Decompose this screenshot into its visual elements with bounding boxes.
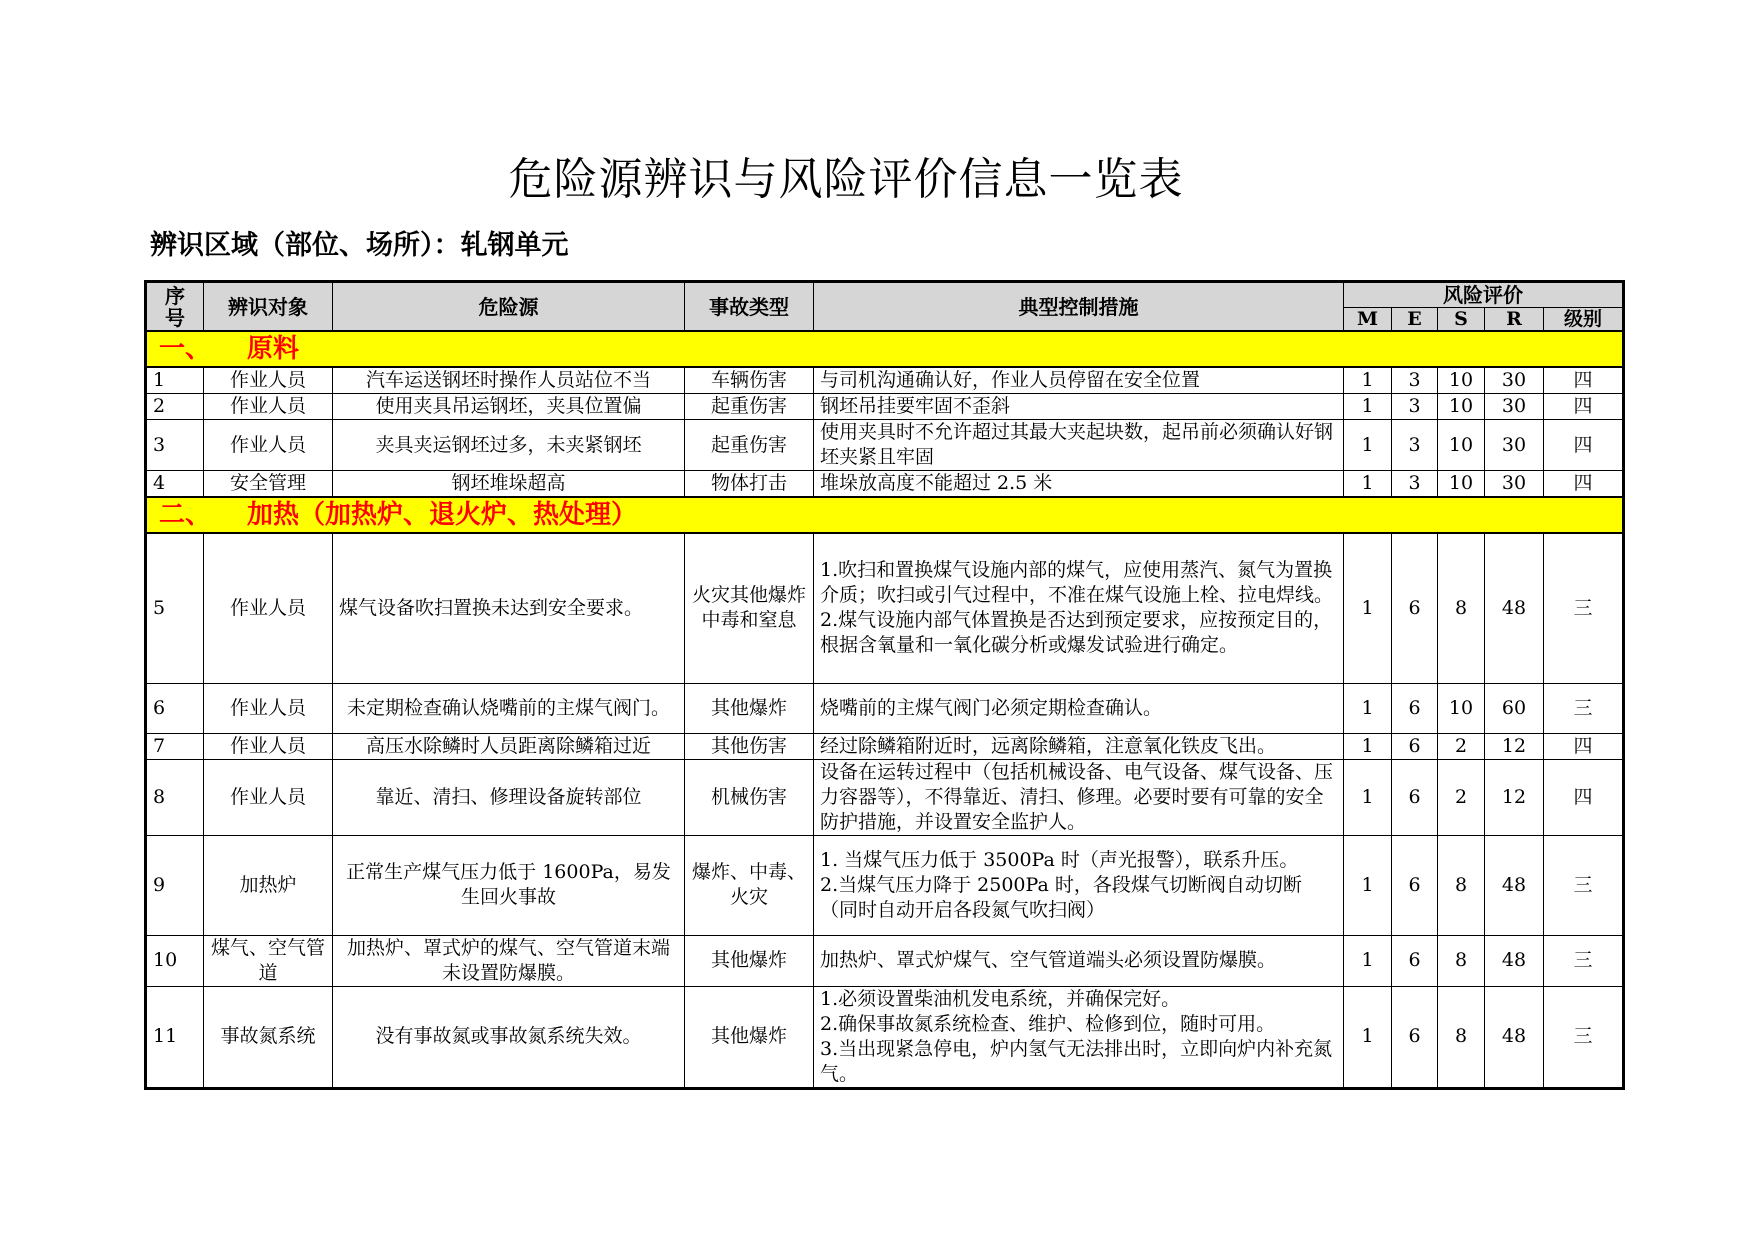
header-s: S (1438, 308, 1485, 332)
cell-measures: 设备在运转过程中（包括机械设备、电气设备、煤气设备、压力容器等），不得靠近、清扫、修理。必要时要有可靠的安全防护措施，并设置安全监护人。 (814, 759, 1344, 835)
cell-e: 6 (1392, 835, 1438, 935)
cell-target: 作业人员 (204, 683, 333, 733)
cell-seq: 6 (146, 683, 204, 733)
cell-r: 30 (1485, 471, 1544, 498)
cell-e: 6 (1392, 733, 1438, 759)
header-target: 辨识对象 (204, 282, 333, 332)
cell-hazard: 钢坯堆垛超高 (333, 471, 685, 498)
cell-r: 30 (1485, 367, 1544, 394)
cell-m: 1 (1344, 759, 1392, 835)
cell-measures: 与司机沟通确认好，作业人员停留在安全位置 (814, 367, 1344, 394)
cell-measures: 经过除鳞箱附近时，远离除鳞箱，注意氧化铁皮飞出。 (814, 733, 1344, 759)
header-hazard: 危险源 (333, 282, 685, 332)
cell-s: 10 (1438, 367, 1485, 394)
cell-accident-type: 起重伤害 (685, 394, 814, 420)
cell-hazard: 未定期检查确认烧嘴前的主煤气阀门。 (333, 683, 685, 733)
cell-s: 8 (1438, 986, 1485, 1088)
table-row (146, 733, 1624, 759)
cell-level: 四 (1544, 733, 1624, 759)
section-title: 加热（加热炉、退火炉、热处理） (247, 500, 638, 530)
cell-e: 3 (1392, 420, 1438, 471)
cell-hazard: 靠近、清扫、修理设备旋转部位 (333, 759, 685, 835)
cell-level: 三 (1544, 935, 1624, 986)
cell-measures: 钢坯吊挂要牢固不歪斜 (814, 394, 1344, 420)
cell-s: 10 (1438, 683, 1485, 733)
cell-m: 1 (1344, 533, 1392, 683)
cell-r: 48 (1485, 986, 1544, 1088)
cell-hazard: 加热炉、罩式炉的煤气、空气管道末端未设置防爆膜。 (333, 935, 685, 986)
cell-level: 四 (1544, 759, 1624, 835)
cell-r: 48 (1485, 533, 1544, 683)
cell-target: 作业人员 (204, 533, 333, 683)
cell-hazard: 没有事故氮或事故氮系统失效。 (333, 986, 685, 1088)
cell-m: 1 (1344, 420, 1392, 471)
cell-accident-type: 车辆伤害 (685, 367, 814, 394)
cell-seq: 9 (146, 835, 204, 935)
header-accident-type: 事故类型 (685, 282, 814, 332)
header-risk-evaluation: 风险评价 (1344, 282, 1624, 308)
cell-accident-type: 起重伤害 (685, 420, 814, 471)
table-row (146, 471, 1624, 498)
header-row (146, 282, 1624, 308)
cell-measures: 1. 当煤气压力低于 3500Pa 时（声光报警），联系升压。 2.当煤气压力降于 2500Pa 时，各段煤气切断阀自动切断（同时自动开启各段氮气吹扫阀） (814, 835, 1344, 935)
cell-s: 8 (1438, 835, 1485, 935)
cell-level: 四 (1544, 471, 1624, 498)
section-number: 二、 (159, 500, 212, 530)
table-row (146, 533, 1624, 683)
cell-measures: 加热炉、罩式炉煤气、空气管道端头必须设置防爆膜。 (814, 935, 1344, 986)
table-row (146, 683, 1624, 733)
section-header (146, 497, 1624, 533)
cell-hazard: 煤气设备吹扫置换未达到安全要求。 (333, 533, 685, 683)
cell-s: 2 (1438, 759, 1485, 835)
cell-accident-type: 其他爆炸 (685, 986, 814, 1088)
cell-m: 1 (1344, 733, 1392, 759)
cell-m: 1 (1344, 835, 1392, 935)
table-row (146, 986, 1624, 1088)
table-row (146, 935, 1624, 986)
header-seq: 序号 (146, 282, 204, 332)
cell-m: 1 (1344, 683, 1392, 733)
cell-target: 作业人员 (204, 733, 333, 759)
cell-level: 四 (1544, 420, 1624, 471)
cell-accident-type: 其他伤害 (685, 733, 814, 759)
cell-target: 作业人员 (204, 367, 333, 394)
cell-accident-type: 其他爆炸 (685, 935, 814, 986)
header-r: R (1485, 308, 1544, 332)
cell-hazard: 使用夹具吊运钢坯，夹具位置偏 (333, 394, 685, 420)
table-row (146, 394, 1624, 420)
section-number: 一、 (159, 334, 212, 364)
cell-accident-type: 爆炸、中毒、火灾 (685, 835, 814, 935)
cell-m: 1 (1344, 394, 1392, 420)
cell-m: 1 (1344, 471, 1392, 498)
cell-e: 6 (1392, 533, 1438, 683)
cell-target: 加热炉 (204, 835, 333, 935)
cell-r: 60 (1485, 683, 1544, 733)
cell-hazard: 正常生产煤气压力低于 1600Pa，易发生回火事故 (333, 835, 685, 935)
cell-s: 10 (1438, 471, 1485, 498)
cell-accident-type: 火灾其他爆炸中毒和窒息 (685, 533, 814, 683)
header-measures: 典型控制措施 (814, 282, 1344, 332)
cell-level: 三 (1544, 986, 1624, 1088)
cell-hazard: 夹具夹运钢坯过多，未夹紧钢坯 (333, 420, 685, 471)
cell-hazard: 高压水除鳞时人员距离除鳞箱过近 (333, 733, 685, 759)
cell-r: 48 (1485, 835, 1544, 935)
cell-level: 三 (1544, 683, 1624, 733)
section-title: 原料 (247, 334, 300, 364)
cell-accident-type: 其他爆炸 (685, 683, 814, 733)
cell-accident-type: 物体打击 (685, 471, 814, 498)
cell-seq: 2 (146, 394, 204, 420)
cell-seq: 11 (146, 986, 204, 1088)
header-level: 级别 (1544, 308, 1624, 332)
cell-target: 事故氮系统 (204, 986, 333, 1088)
cell-seq: 8 (146, 759, 204, 835)
cell-target: 作业人员 (204, 759, 333, 835)
cell-s: 10 (1438, 420, 1485, 471)
table-row (146, 835, 1624, 935)
table-row (146, 759, 1624, 835)
cell-target: 安全管理 (204, 471, 333, 498)
cell-seq: 3 (146, 420, 204, 471)
cell-e: 6 (1392, 759, 1438, 835)
table-row (146, 420, 1624, 471)
cell-e: 3 (1392, 394, 1438, 420)
cell-measures: 1.吹扫和置换煤气设施内部的煤气，应使用蒸汽、氮气为置换介质；吹扫或引气过程中，不准在煤气设施上栓、拉电焊线。 2.煤气设施内部气体置换是否达到预定要求，应按预定目的，根据含氧量和一氧化碳分析或爆发试验进行确定。 (814, 533, 1344, 683)
cell-measures: 堆垛放高度不能超过 2.5 米 (814, 471, 1344, 498)
cell-target: 作业人员 (204, 394, 333, 420)
cell-seq: 4 (146, 471, 204, 498)
cell-measures: 烧嘴前的主煤气阀门必须定期检查确认。 (814, 683, 1344, 733)
cell-r: 48 (1485, 935, 1544, 986)
cell-e: 6 (1392, 986, 1438, 1088)
table-row (146, 367, 1624, 394)
cell-e: 6 (1392, 683, 1438, 733)
cell-seq: 1 (146, 367, 204, 394)
header-m: M (1344, 308, 1392, 332)
cell-hazard: 汽车运送钢坯时操作人员站位不当 (333, 367, 685, 394)
cell-level: 三 (1544, 835, 1624, 935)
identification-area: 辨识区域（部位、场所）：轧钢单元 (150, 230, 569, 261)
cell-s: 2 (1438, 733, 1485, 759)
header-e: E (1392, 308, 1438, 332)
cell-measures: 1.必须设置柴油机发电系统，并确保完好。 2.确保事故氮系统检查、维护、检修到位，随时可用。 3.当出现紧急停电，炉内氢气无法排出时，立即向炉内补充氮气。 (814, 986, 1344, 1088)
cell-m: 1 (1344, 935, 1392, 986)
section-header (146, 331, 1624, 367)
cell-target: 煤气、空气管道 (204, 935, 333, 986)
cell-r: 30 (1485, 394, 1544, 420)
risk-table (144, 280, 1625, 1090)
cell-e: 6 (1392, 935, 1438, 986)
cell-r: 12 (1485, 759, 1544, 835)
cell-r: 12 (1485, 733, 1544, 759)
cell-m: 1 (1344, 367, 1392, 394)
cell-target: 作业人员 (204, 420, 333, 471)
cell-s: 8 (1438, 935, 1485, 986)
cell-s: 10 (1438, 394, 1485, 420)
cell-level: 四 (1544, 394, 1624, 420)
cell-level: 四 (1544, 367, 1624, 394)
cell-measures: 使用夹具时不允许超过其最大夹起块数，起吊前必须确认好钢坯夹紧且牢固 (814, 420, 1344, 471)
cell-e: 3 (1392, 471, 1438, 498)
cell-level: 三 (1544, 533, 1624, 683)
cell-e: 3 (1392, 367, 1438, 394)
cell-s: 8 (1438, 533, 1485, 683)
cell-seq: 5 (146, 533, 204, 683)
cell-r: 30 (1485, 420, 1544, 471)
cell-seq: 10 (146, 935, 204, 986)
document-title: 危险源辨识与风险评价信息一览表 (508, 154, 1184, 205)
cell-m: 1 (1344, 986, 1392, 1088)
cell-accident-type: 机械伤害 (685, 759, 814, 835)
cell-seq: 7 (146, 733, 204, 759)
